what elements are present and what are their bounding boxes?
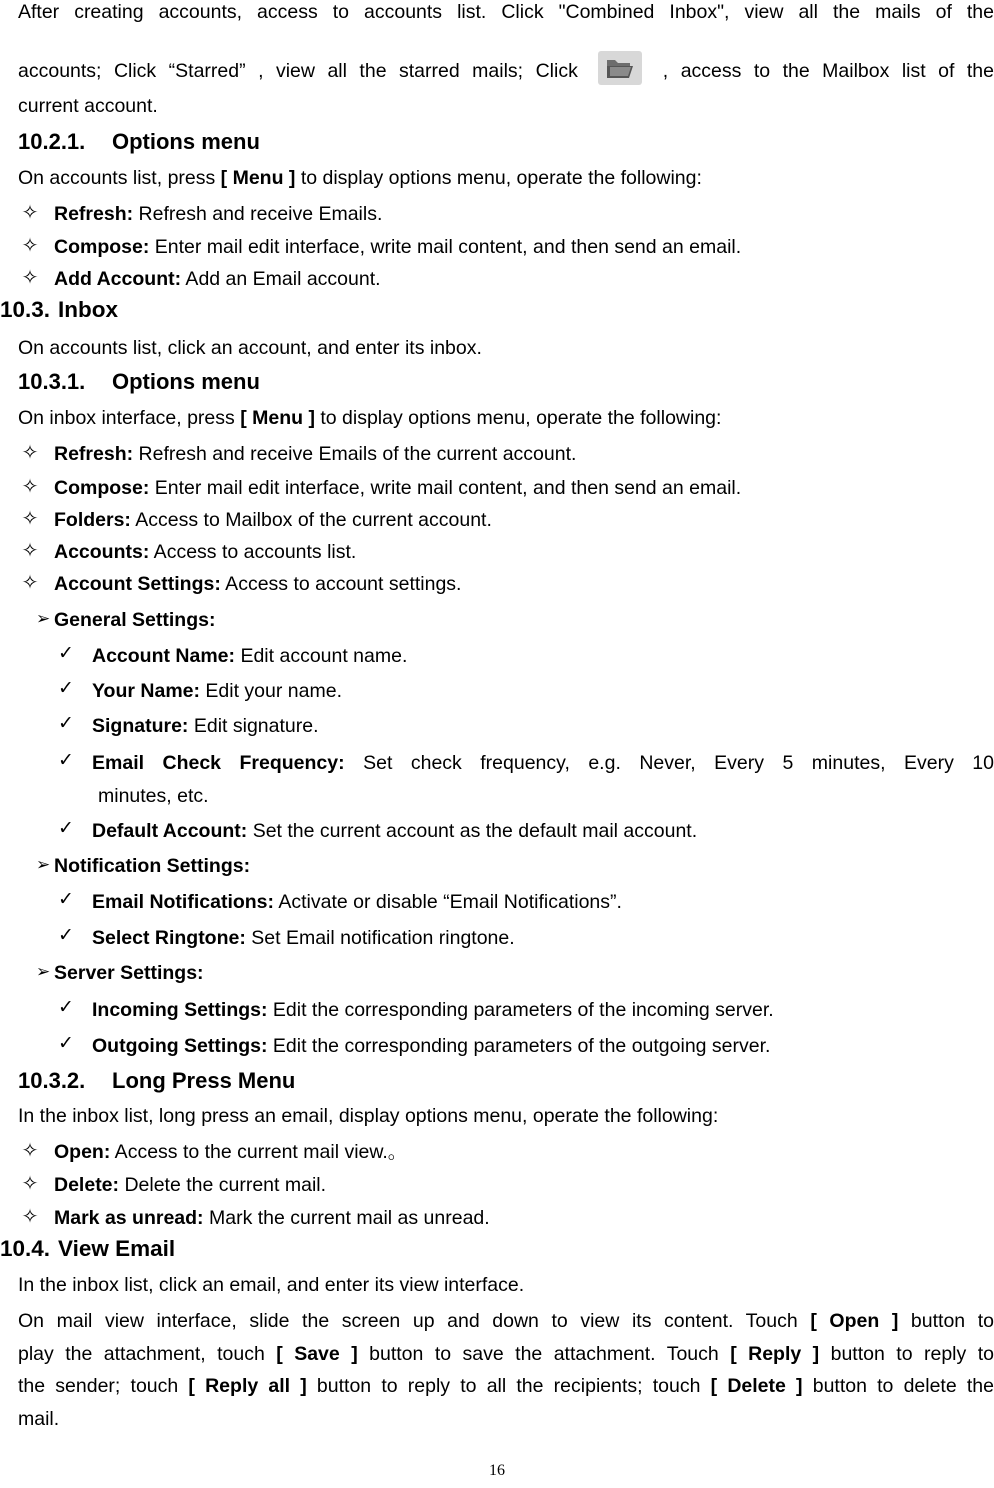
s104-para-line-4: mail. bbox=[18, 1408, 60, 1430]
list-item: Compose: Enter mail edit interface, write mail content, and then send an email. bbox=[54, 236, 742, 258]
heading-10-3 bbox=[0, 297, 118, 323]
list-item: Compose: Enter mail edit interface, write mail content, and then send an email. bbox=[54, 477, 742, 499]
intro-line-2 bbox=[18, 51, 994, 85]
diamond-bullet-icon: ✧ bbox=[21, 506, 39, 530]
section-number: 10.3. bbox=[0, 297, 51, 322]
s104-para-line-3: the sender; touch [ Reply all ] button to reply to all the recipients; touch [ Delete ] button to delete the bbox=[18, 1375, 994, 1397]
list-item: Add Account: Add an Email account. bbox=[54, 268, 381, 290]
list-item: Signature: Edit signature. bbox=[92, 715, 319, 737]
subheading-notification: Notification Settings: bbox=[54, 855, 251, 877]
intro-line-1: After creating accounts, access to accounts list. Click "Combined Inbox", view all the mails of the bbox=[18, 1, 994, 23]
check-icon: ✓ bbox=[58, 1032, 74, 1054]
intro-line-2-b: , access to the Mailbox list of the bbox=[662, 60, 994, 82]
check-icon: ✓ bbox=[58, 924, 74, 946]
arrow-bullet-icon: ➢ bbox=[36, 609, 51, 629]
section-number: 10.3.1. bbox=[18, 369, 86, 394]
diamond-bullet-icon: ✧ bbox=[21, 1138, 39, 1162]
list-item: Default Account: Set the current account as the default mail account. bbox=[92, 820, 698, 842]
diamond-bullet-icon: ✧ bbox=[21, 265, 39, 289]
list-item: Account Settings: Access to account settings. bbox=[54, 573, 462, 595]
list-item: Mark as unread: Mark the current mail as unread. bbox=[54, 1207, 490, 1229]
check-icon: ✓ bbox=[58, 888, 74, 910]
list-item: Email Check Frequency: Set check frequency, e.g. Never, Every 5 minutes, Every 10 bbox=[92, 752, 994, 774]
intro-line-3: current account. bbox=[18, 95, 158, 117]
s103-text: On accounts list, click an account, and enter its inbox. bbox=[18, 337, 482, 359]
list-item: Folders: Access to Mailbox of the current account. bbox=[54, 509, 492, 531]
s104-para-line-2: play the attachment, touch [ Save ] button to save the attachment. Touch [ Reply ] button to reply to bbox=[18, 1343, 994, 1365]
s1032-intro: In the inbox list, long press an email, display options menu, operate the following: bbox=[18, 1105, 719, 1127]
section-number: 10.3.2. bbox=[18, 1068, 86, 1093]
arrow-bullet-icon: ➢ bbox=[36, 855, 51, 875]
folder-icon bbox=[598, 51, 642, 85]
arrow-bullet-icon: ➢ bbox=[36, 962, 51, 982]
intro-line-2-a: accounts; Click “Starred” , view all the starred mails; Click bbox=[18, 60, 578, 82]
section-number: 10.2.1. bbox=[18, 129, 86, 154]
list-item: Your Name: Edit your name. bbox=[92, 680, 342, 702]
diamond-bullet-icon: ✧ bbox=[21, 1204, 39, 1228]
section-title: Options menu bbox=[112, 369, 260, 394]
s1031-intro: On inbox interface, press [ Menu ] to display options menu, operate the following: bbox=[18, 407, 722, 429]
check-icon: ✓ bbox=[58, 677, 74, 699]
subheading-general: General Settings: bbox=[54, 609, 216, 631]
section-number: 10.4. bbox=[0, 1236, 51, 1261]
diamond-bullet-icon: ✧ bbox=[21, 570, 39, 594]
check-icon: ✓ bbox=[58, 996, 74, 1018]
check-icon: ✓ bbox=[58, 642, 74, 664]
list-item: Outgoing Settings: Edit the corresponding parameters of the outgoing server. bbox=[92, 1035, 771, 1057]
list-item: Email Notifications: Activate or disable “Email Notifications”. bbox=[92, 891, 622, 913]
section-title: Options menu bbox=[112, 129, 260, 154]
list-item: Accounts: Access to accounts list. bbox=[54, 541, 357, 563]
list-item-continuation: minutes, etc. bbox=[98, 785, 209, 807]
diamond-bullet-icon: ✧ bbox=[21, 1171, 39, 1195]
check-icon: ✓ bbox=[58, 712, 74, 734]
heading-10-4 bbox=[0, 1236, 175, 1262]
diamond-bullet-icon: ✧ bbox=[21, 200, 39, 224]
diamond-bullet-icon: ✧ bbox=[21, 440, 39, 464]
section-title: View Email bbox=[58, 1236, 176, 1261]
diamond-bullet-icon: ✧ bbox=[21, 538, 39, 562]
heading-10-3-2 bbox=[18, 1068, 295, 1094]
list-item: Refresh: Refresh and receive Emails of the current account. bbox=[54, 443, 577, 465]
heading-10-2-1 bbox=[18, 129, 260, 155]
section-title: Inbox bbox=[58, 297, 118, 322]
diamond-bullet-icon: ✧ bbox=[21, 233, 39, 257]
page-number: 16 bbox=[489, 1462, 505, 1479]
list-item: Open: Access to the current mail view.。 bbox=[54, 1141, 408, 1163]
list-item: Select Ringtone: Set Email notification ringtone. bbox=[92, 927, 515, 949]
heading-10-3-1 bbox=[18, 369, 260, 395]
list-item: Account Name: Edit account name. bbox=[92, 645, 408, 667]
diamond-bullet-icon: ✧ bbox=[21, 474, 39, 498]
list-item: Incoming Settings: Edit the corresponding parameters of the incoming server. bbox=[92, 999, 774, 1021]
subheading-server: Server Settings: bbox=[54, 962, 204, 984]
list-item: Delete: Delete the current mail. bbox=[54, 1174, 327, 1196]
s104-line-1: In the inbox list, click an email, and enter its view interface. bbox=[18, 1274, 525, 1296]
check-icon: ✓ bbox=[58, 817, 74, 839]
s104-para-line-1: On mail view interface, slide the screen up and down to view its content. Touch [ Open ] button to bbox=[18, 1310, 994, 1332]
check-icon: ✓ bbox=[58, 749, 74, 771]
list-item: Refresh: Refresh and receive Emails. bbox=[54, 203, 383, 225]
s1021-intro: On accounts list, press [ Menu ] to display options menu, operate the following: bbox=[18, 167, 702, 189]
section-title: Long Press Menu bbox=[112, 1068, 296, 1093]
